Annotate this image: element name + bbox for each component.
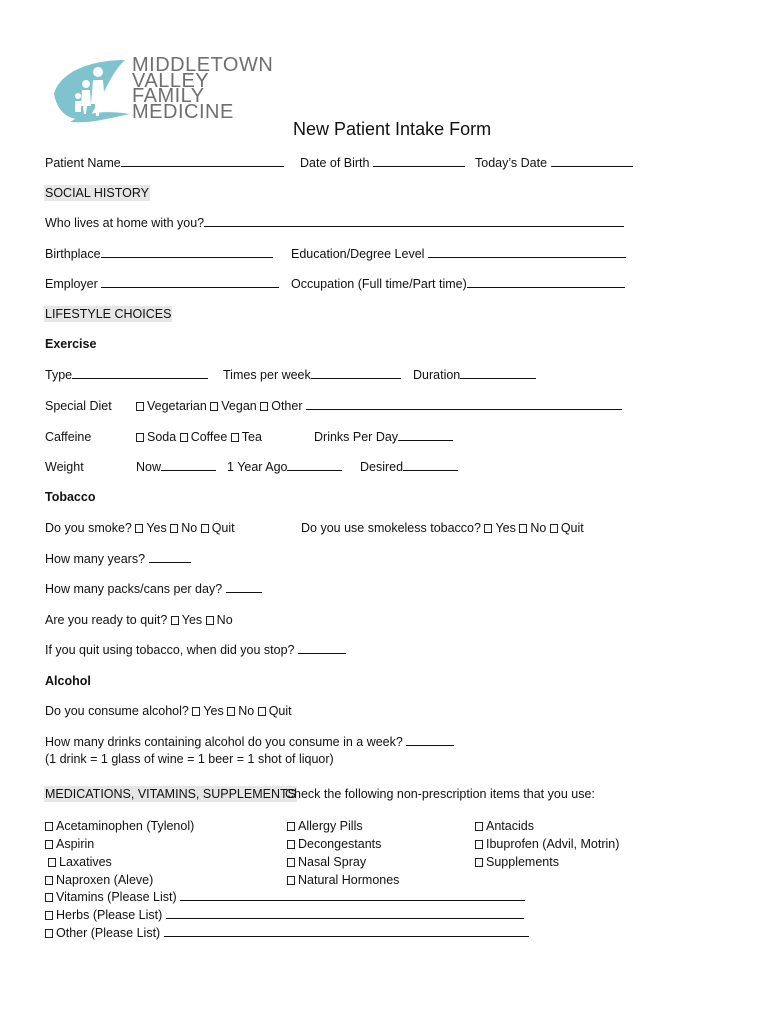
today-row bbox=[475, 155, 633, 171]
med-item-label: Supplements bbox=[486, 855, 559, 869]
caffeine-options bbox=[136, 429, 262, 445]
smoke-label: Do you smoke? bbox=[45, 521, 132, 535]
medications-instruction: Check the following non-prescription items that you use: bbox=[285, 787, 595, 801]
medications-heading: MEDICATIONS, VITAMINS, SUPPLEMENTS bbox=[45, 787, 296, 801]
decongestants-checkbox[interactable] bbox=[287, 840, 295, 849]
med-item bbox=[475, 817, 619, 835]
caffeine-soda-checkbox[interactable] bbox=[136, 433, 144, 442]
clinic-name bbox=[132, 54, 274, 123]
herbs-row bbox=[45, 907, 524, 923]
patient-name-field[interactable] bbox=[121, 155, 284, 167]
birthplace-field[interactable] bbox=[101, 246, 273, 258]
logo-line: MIDDLETOWN bbox=[132, 54, 274, 76]
med-item bbox=[45, 853, 194, 871]
ready-label: Are you ready to quit? bbox=[45, 613, 168, 627]
supplements-checkbox[interactable] bbox=[475, 858, 483, 867]
patient-name-label: Patient Name bbox=[45, 156, 121, 170]
drinks-per-day-label: Drinks Per Day bbox=[314, 430, 399, 444]
exercise-type-row bbox=[45, 367, 208, 383]
dob-label: Date of Birth bbox=[300, 156, 370, 170]
ready-option-label: Yes bbox=[181, 613, 203, 627]
packs-row bbox=[45, 581, 262, 597]
alcohol-option-label: Quit bbox=[268, 704, 292, 718]
duration-row bbox=[413, 367, 536, 383]
ready-yes-checkbox[interactable] bbox=[171, 616, 179, 625]
smokeless-yes-checkbox[interactable] bbox=[484, 524, 492, 533]
other-row bbox=[45, 925, 529, 941]
today-label: Today’s Date bbox=[475, 156, 548, 170]
family-silhouette-logo-icon bbox=[50, 54, 140, 130]
ready-option-label: No bbox=[216, 613, 233, 627]
smoke-yes-checkbox[interactable] bbox=[135, 524, 143, 533]
smokeless-label: Do you use smokeless tobacco? bbox=[301, 521, 481, 535]
smokeless-option-label: Yes bbox=[495, 521, 516, 535]
caffeine-option-label: Tea bbox=[241, 430, 262, 444]
weight-desired-row bbox=[360, 459, 458, 475]
education-row bbox=[291, 246, 626, 262]
vitamins-label: Vitamins (Please List) bbox=[56, 890, 177, 904]
med-item bbox=[475, 853, 619, 871]
occupation-label: Occupation (Full time/Part time) bbox=[291, 277, 467, 291]
logo-line: VALLEY bbox=[132, 69, 210, 92]
med-item-label: Nasal Spray bbox=[298, 855, 367, 869]
smoke-option-label: Yes bbox=[146, 521, 167, 535]
med-item-label: Decongestants bbox=[298, 837, 382, 851]
lives-label: Who lives at home with you? bbox=[45, 216, 205, 230]
weight-now-field[interactable] bbox=[161, 459, 216, 471]
alcohol-option-label: Yes bbox=[203, 704, 224, 718]
years-field[interactable] bbox=[149, 551, 191, 563]
lifestyle-heading: LIFESTYLE CHOICES bbox=[45, 307, 172, 321]
alcohol-heading: Alcohol bbox=[45, 674, 91, 688]
vitamins-field[interactable] bbox=[180, 889, 525, 901]
herbs-field[interactable] bbox=[166, 907, 524, 919]
exercise-type-field[interactable] bbox=[72, 367, 208, 379]
natural-hormones-checkbox[interactable] bbox=[287, 876, 295, 885]
duration-label: Duration bbox=[413, 368, 461, 382]
laxatives-checkbox[interactable] bbox=[48, 858, 56, 867]
weight-desired-field[interactable] bbox=[403, 459, 458, 471]
med-item-label: Aspirin bbox=[56, 837, 95, 851]
exercise-heading: Exercise bbox=[45, 337, 97, 351]
med-item-label: Antacids bbox=[486, 819, 534, 833]
birthplace-label: Birthplace bbox=[45, 247, 101, 261]
med-item bbox=[45, 871, 194, 889]
alcohol-consume-row bbox=[45, 703, 292, 719]
weight-now-label: Now bbox=[136, 460, 162, 474]
times-row bbox=[223, 367, 401, 383]
alcohol-yes-checkbox[interactable] bbox=[192, 707, 200, 716]
drink-note: (1 drink = 1 glass of wine = 1 beer = 1 shot of liquor) bbox=[45, 752, 334, 766]
weight-year-row bbox=[227, 459, 342, 475]
weight-year-label: 1 Year Ago bbox=[227, 460, 288, 474]
med-item-label: Acetaminophen (Tylenol) bbox=[56, 819, 195, 833]
med-item-label: Laxatives bbox=[59, 855, 112, 869]
stop-label: If you quit using tobacco, when did you stop? bbox=[45, 643, 295, 657]
caffeine-label: Caffeine bbox=[45, 430, 92, 444]
med-item bbox=[287, 817, 399, 835]
stop-row bbox=[45, 642, 346, 658]
logo-line: FAMILY bbox=[132, 85, 205, 107]
today-field[interactable] bbox=[551, 155, 633, 167]
weight-desired-label: Desired bbox=[360, 460, 404, 474]
smoke-no-checkbox[interactable] bbox=[170, 524, 178, 533]
med-item bbox=[45, 817, 194, 835]
smoke-option-label: Quit bbox=[211, 521, 235, 535]
alcohol-quit-checkbox[interactable] bbox=[258, 707, 266, 716]
caffeine-coffee-checkbox[interactable] bbox=[180, 433, 188, 442]
alcohol-option-label: No bbox=[238, 704, 255, 718]
smokeless-quit-checkbox[interactable] bbox=[550, 524, 558, 533]
antacids-checkbox[interactable] bbox=[475, 822, 483, 831]
caffeine-option-label: Coffee bbox=[190, 430, 228, 444]
acetaminophen-checkbox[interactable] bbox=[45, 822, 53, 831]
nasal-spray-checkbox[interactable] bbox=[287, 858, 295, 867]
aspirin-checkbox[interactable] bbox=[45, 840, 53, 849]
diet-option-label: Vegetarian bbox=[147, 399, 207, 413]
alcohol-drinks-row bbox=[45, 734, 454, 750]
occupation-field[interactable] bbox=[467, 276, 625, 288]
smokeless-row bbox=[301, 520, 584, 536]
times-label: Times per week bbox=[223, 368, 311, 382]
weight-year-field[interactable] bbox=[287, 459, 342, 471]
diet-option-label: Other bbox=[271, 399, 303, 413]
tobacco-heading: Tobacco bbox=[45, 490, 96, 504]
med-item-label: Naproxen (Aleve) bbox=[56, 873, 154, 887]
education-field[interactable] bbox=[428, 246, 626, 258]
patient-name-row bbox=[45, 155, 284, 171]
smokeless-option-label: No bbox=[530, 521, 547, 535]
smokeless-option-label: Quit bbox=[560, 521, 584, 535]
med-item bbox=[287, 835, 399, 853]
vitamins-checkbox[interactable] bbox=[45, 893, 53, 902]
ready-no-checkbox[interactable] bbox=[206, 616, 214, 625]
caffeine-tea-checkbox[interactable] bbox=[231, 433, 239, 442]
diet-other-field[interactable] bbox=[306, 398, 622, 410]
herbs-label: Herbs (Please List) bbox=[56, 908, 163, 922]
meds-column-1 bbox=[45, 817, 194, 889]
lives-row bbox=[45, 215, 624, 231]
exercise-type-label: Type bbox=[45, 368, 73, 382]
stop-field[interactable] bbox=[298, 642, 346, 654]
alcohol-consume-label: Do you consume alcohol? bbox=[45, 704, 189, 718]
employer-label: Employer bbox=[45, 277, 98, 291]
occupation-row bbox=[291, 276, 625, 292]
weight-label: Weight bbox=[45, 460, 84, 474]
other-checkbox[interactable] bbox=[45, 929, 53, 938]
dob-row bbox=[300, 155, 465, 171]
times-field[interactable] bbox=[311, 367, 401, 379]
ready-row bbox=[45, 612, 233, 628]
drinks-per-day-field[interactable] bbox=[398, 429, 453, 441]
birthplace-row bbox=[45, 246, 273, 262]
smoke-quit-checkbox[interactable] bbox=[201, 524, 209, 533]
allergy-pills-checkbox[interactable] bbox=[287, 822, 295, 831]
alcohol-no-checkbox[interactable] bbox=[227, 707, 235, 716]
special-diet-options bbox=[136, 398, 622, 414]
packs-label: How many packs/cans per day? bbox=[45, 582, 223, 596]
lives-field[interactable] bbox=[204, 215, 624, 227]
logo-line: MEDICINE bbox=[132, 100, 234, 123]
med-item bbox=[45, 835, 194, 853]
ibuprofen-checkbox[interactable] bbox=[475, 840, 483, 849]
med-item bbox=[475, 835, 619, 853]
vitamins-row bbox=[45, 889, 525, 905]
special-diet-label: Special Diet bbox=[45, 399, 112, 413]
med-item bbox=[287, 871, 399, 889]
drinks-per-day-row bbox=[314, 429, 453, 445]
other-field[interactable] bbox=[164, 925, 529, 937]
med-item bbox=[287, 853, 399, 871]
smokeless-no-checkbox[interactable] bbox=[519, 524, 527, 533]
caffeine-option-label: Soda bbox=[147, 430, 177, 444]
alcohol-drinks-field[interactable] bbox=[406, 734, 454, 746]
diet-option-label: Vegan bbox=[221, 399, 257, 413]
education-label: Education/Degree Level bbox=[291, 247, 425, 261]
diet-other-checkbox[interactable] bbox=[260, 402, 268, 411]
weight-now-row bbox=[136, 459, 216, 475]
meds-column-3 bbox=[475, 817, 619, 871]
diet-vegetarian-checkbox[interactable] bbox=[136, 402, 144, 411]
smoke-row bbox=[45, 520, 235, 536]
herbs-checkbox[interactable] bbox=[45, 911, 53, 920]
naproxen-checkbox[interactable] bbox=[45, 876, 53, 885]
duration-field[interactable] bbox=[460, 367, 536, 379]
med-item-label: Allergy Pills bbox=[298, 819, 363, 833]
diet-vegan-checkbox[interactable] bbox=[210, 402, 218, 411]
smoke-option-label: No bbox=[181, 521, 198, 535]
form-title: New Patient Intake Form bbox=[293, 119, 492, 139]
dob-field[interactable] bbox=[373, 155, 465, 167]
meds-column-2 bbox=[287, 817, 399, 889]
med-item-label: Natural Hormones bbox=[298, 873, 400, 887]
packs-field[interactable] bbox=[226, 581, 262, 593]
employer-row bbox=[45, 276, 279, 292]
employer-field[interactable] bbox=[101, 276, 279, 288]
med-item-label: Ibuprofen (Advil, Motrin) bbox=[486, 837, 620, 851]
alcohol-drinks-label: How many drinks containing alcohol do you consume in a week? bbox=[45, 735, 403, 749]
other-label: Other (Please List) bbox=[56, 926, 161, 940]
years-label: How many years? bbox=[45, 552, 146, 566]
years-row bbox=[45, 551, 191, 567]
social-history-heading: SOCIAL HISTORY bbox=[45, 186, 149, 200]
